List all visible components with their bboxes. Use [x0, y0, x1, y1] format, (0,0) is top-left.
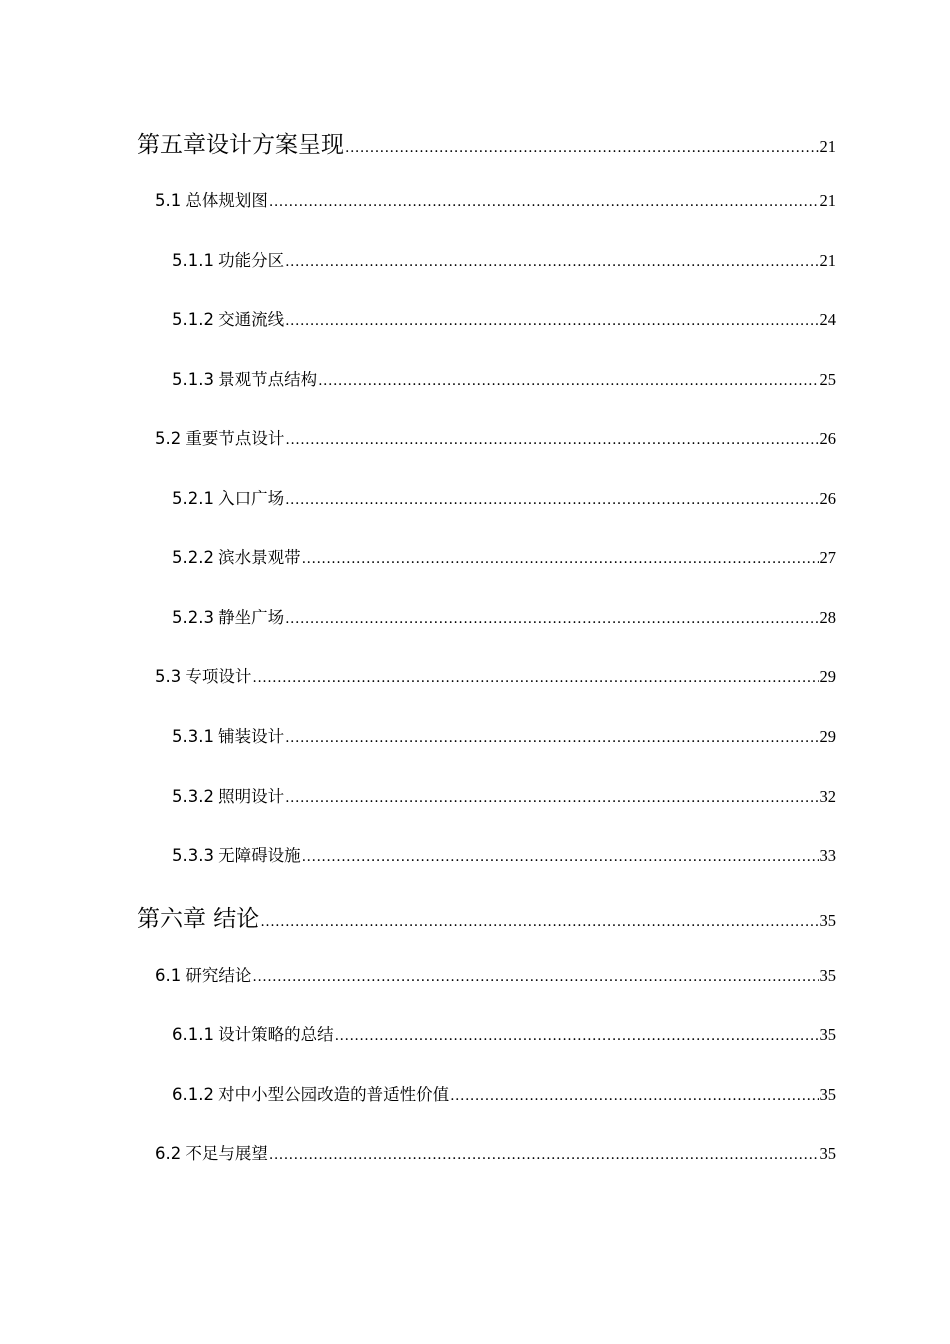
toc-leader-dots: [285, 254, 818, 270]
toc-entry-title: 总体规划图: [185, 191, 268, 210]
toc-page-number: 33: [819, 846, 836, 865]
toc-page-number: 35: [819, 911, 836, 930]
toc-entry-title: 不足与展望: [185, 1144, 268, 1163]
toc-page-number: 24: [819, 310, 836, 329]
toc-entry-title: 第六章 结论: [137, 906, 260, 932]
toc-entry-title: 交通流线: [218, 310, 285, 329]
toc-entry-number: 5.1.3: [172, 370, 214, 389]
toc-leader-dots: [335, 1028, 819, 1044]
toc-page-number: 35: [819, 1144, 836, 1163]
toc-leader-dots: [285, 313, 818, 329]
toc-leader-dots: [302, 551, 819, 567]
toc-entry-number: 6.1.1: [172, 1025, 214, 1044]
toc-entry-chapter-5[interactable]: [137, 126, 836, 159]
toc-entry-5-2-1[interactable]: [172, 485, 836, 509]
toc-entry-title: 景观节点结构: [218, 370, 318, 389]
toc-entry-6-2[interactable]: [155, 1140, 836, 1164]
toc-entry-6-1-1[interactable]: [172, 1021, 836, 1045]
toc-entry-number: 5.3.3: [172, 846, 214, 865]
toc-entry-title: 照明设计: [218, 787, 285, 806]
toc-entry-number: 5.1.2: [172, 310, 214, 329]
toc-entry-number: 5.2.2: [172, 548, 214, 567]
toc-entry-title: 入口广场: [218, 489, 285, 508]
toc-entry-number: 5.3: [155, 667, 182, 686]
toc-leader-dots: [285, 790, 818, 806]
toc-entry-5-1-1[interactable]: [172, 247, 836, 271]
toc-entry-title: 第五章设计方案呈现: [137, 132, 344, 158]
toc-entry-5-2[interactable]: [155, 425, 836, 449]
toc-entry-5-2-3[interactable]: [172, 604, 836, 628]
toc-page-number: 25: [819, 370, 836, 389]
toc-entry-5-3-1[interactable]: [172, 723, 836, 747]
toc-leader-dots: [318, 373, 818, 389]
toc-entry-title: 对中小型公园改造的普适性价值: [218, 1085, 450, 1104]
toc-entry-title: 重要节点设计: [185, 429, 285, 448]
toc-entry-number: 6.1.2: [172, 1085, 214, 1104]
toc-entry-chapter-6[interactable]: [137, 900, 836, 933]
toc-leader-dots: [285, 730, 818, 746]
toc-leader-dots: [285, 492, 818, 508]
toc-page-number: 35: [819, 1085, 836, 1104]
toc-page-number: 27: [819, 548, 836, 567]
toc-entry-title: 静坐广场: [218, 608, 285, 627]
toc-page-number: 29: [819, 727, 836, 746]
toc-page-number: 35: [819, 966, 836, 985]
toc-entry-number: 5.3.1: [172, 727, 214, 746]
toc-page-number: 29: [819, 667, 836, 686]
toc-page-number: 32: [819, 787, 836, 806]
toc-entry-number: 5.2.1: [172, 489, 214, 508]
toc-page-number: 35: [819, 1025, 836, 1044]
toc-entry-5-3[interactable]: [155, 663, 836, 687]
toc-entry-number: 6.2: [155, 1144, 182, 1163]
toc-entry-5-3-2[interactable]: [172, 783, 836, 807]
toc-entry-number: 5.1.1: [172, 251, 214, 270]
toc-leader-dots: [285, 432, 818, 448]
toc-entry-5-3-3[interactable]: [172, 842, 836, 866]
toc-entry-5-2-2[interactable]: [172, 544, 836, 568]
toc-leader-dots: [252, 969, 818, 985]
toc-leader-dots: [302, 849, 819, 865]
toc-leader-dots: [260, 914, 818, 930]
toc-entry-number: 5.2: [155, 429, 182, 448]
toc-page-number: 21: [819, 251, 836, 270]
toc-leader-dots: [285, 611, 818, 627]
toc-page-number: 26: [819, 489, 836, 508]
toc-page-number: 21: [819, 137, 836, 156]
toc-entry-title: 专项设计: [185, 667, 252, 686]
toc-entry-number: 5.1: [155, 191, 182, 210]
toc-leader-dots: [269, 194, 819, 210]
toc-leader-dots: [450, 1088, 818, 1104]
toc-entry-number: 5.2.3: [172, 608, 214, 627]
toc-entry-title: 滨水景观带: [218, 548, 301, 567]
toc-page-number: 21: [819, 191, 836, 210]
toc-entry-6-1[interactable]: [155, 962, 836, 986]
toc-entry-title: 铺装设计: [218, 727, 285, 746]
toc-entry-5-1-2[interactable]: [172, 306, 836, 330]
toc-entry-number: 6.1: [155, 966, 182, 985]
toc-page-number: 28: [819, 608, 836, 627]
toc-entry-title: 功能分区: [218, 251, 285, 270]
toc-leader-dots: [252, 670, 818, 686]
toc-entry-title: 设计策略的总结: [218, 1025, 334, 1044]
toc-entry-5-1-3[interactable]: [172, 366, 836, 390]
toc-entry-6-1-2[interactable]: [172, 1081, 836, 1105]
toc-page-number: 26: [819, 429, 836, 448]
toc-entry-5-1[interactable]: [155, 187, 836, 211]
toc-entry-number: 5.3.2: [172, 787, 214, 806]
toc-leader-dots: [345, 140, 819, 156]
toc-leader-dots: [269, 1147, 819, 1163]
toc-entry-title: 无障碍设施: [218, 846, 301, 865]
toc-entry-title: 研究结论: [185, 966, 252, 985]
